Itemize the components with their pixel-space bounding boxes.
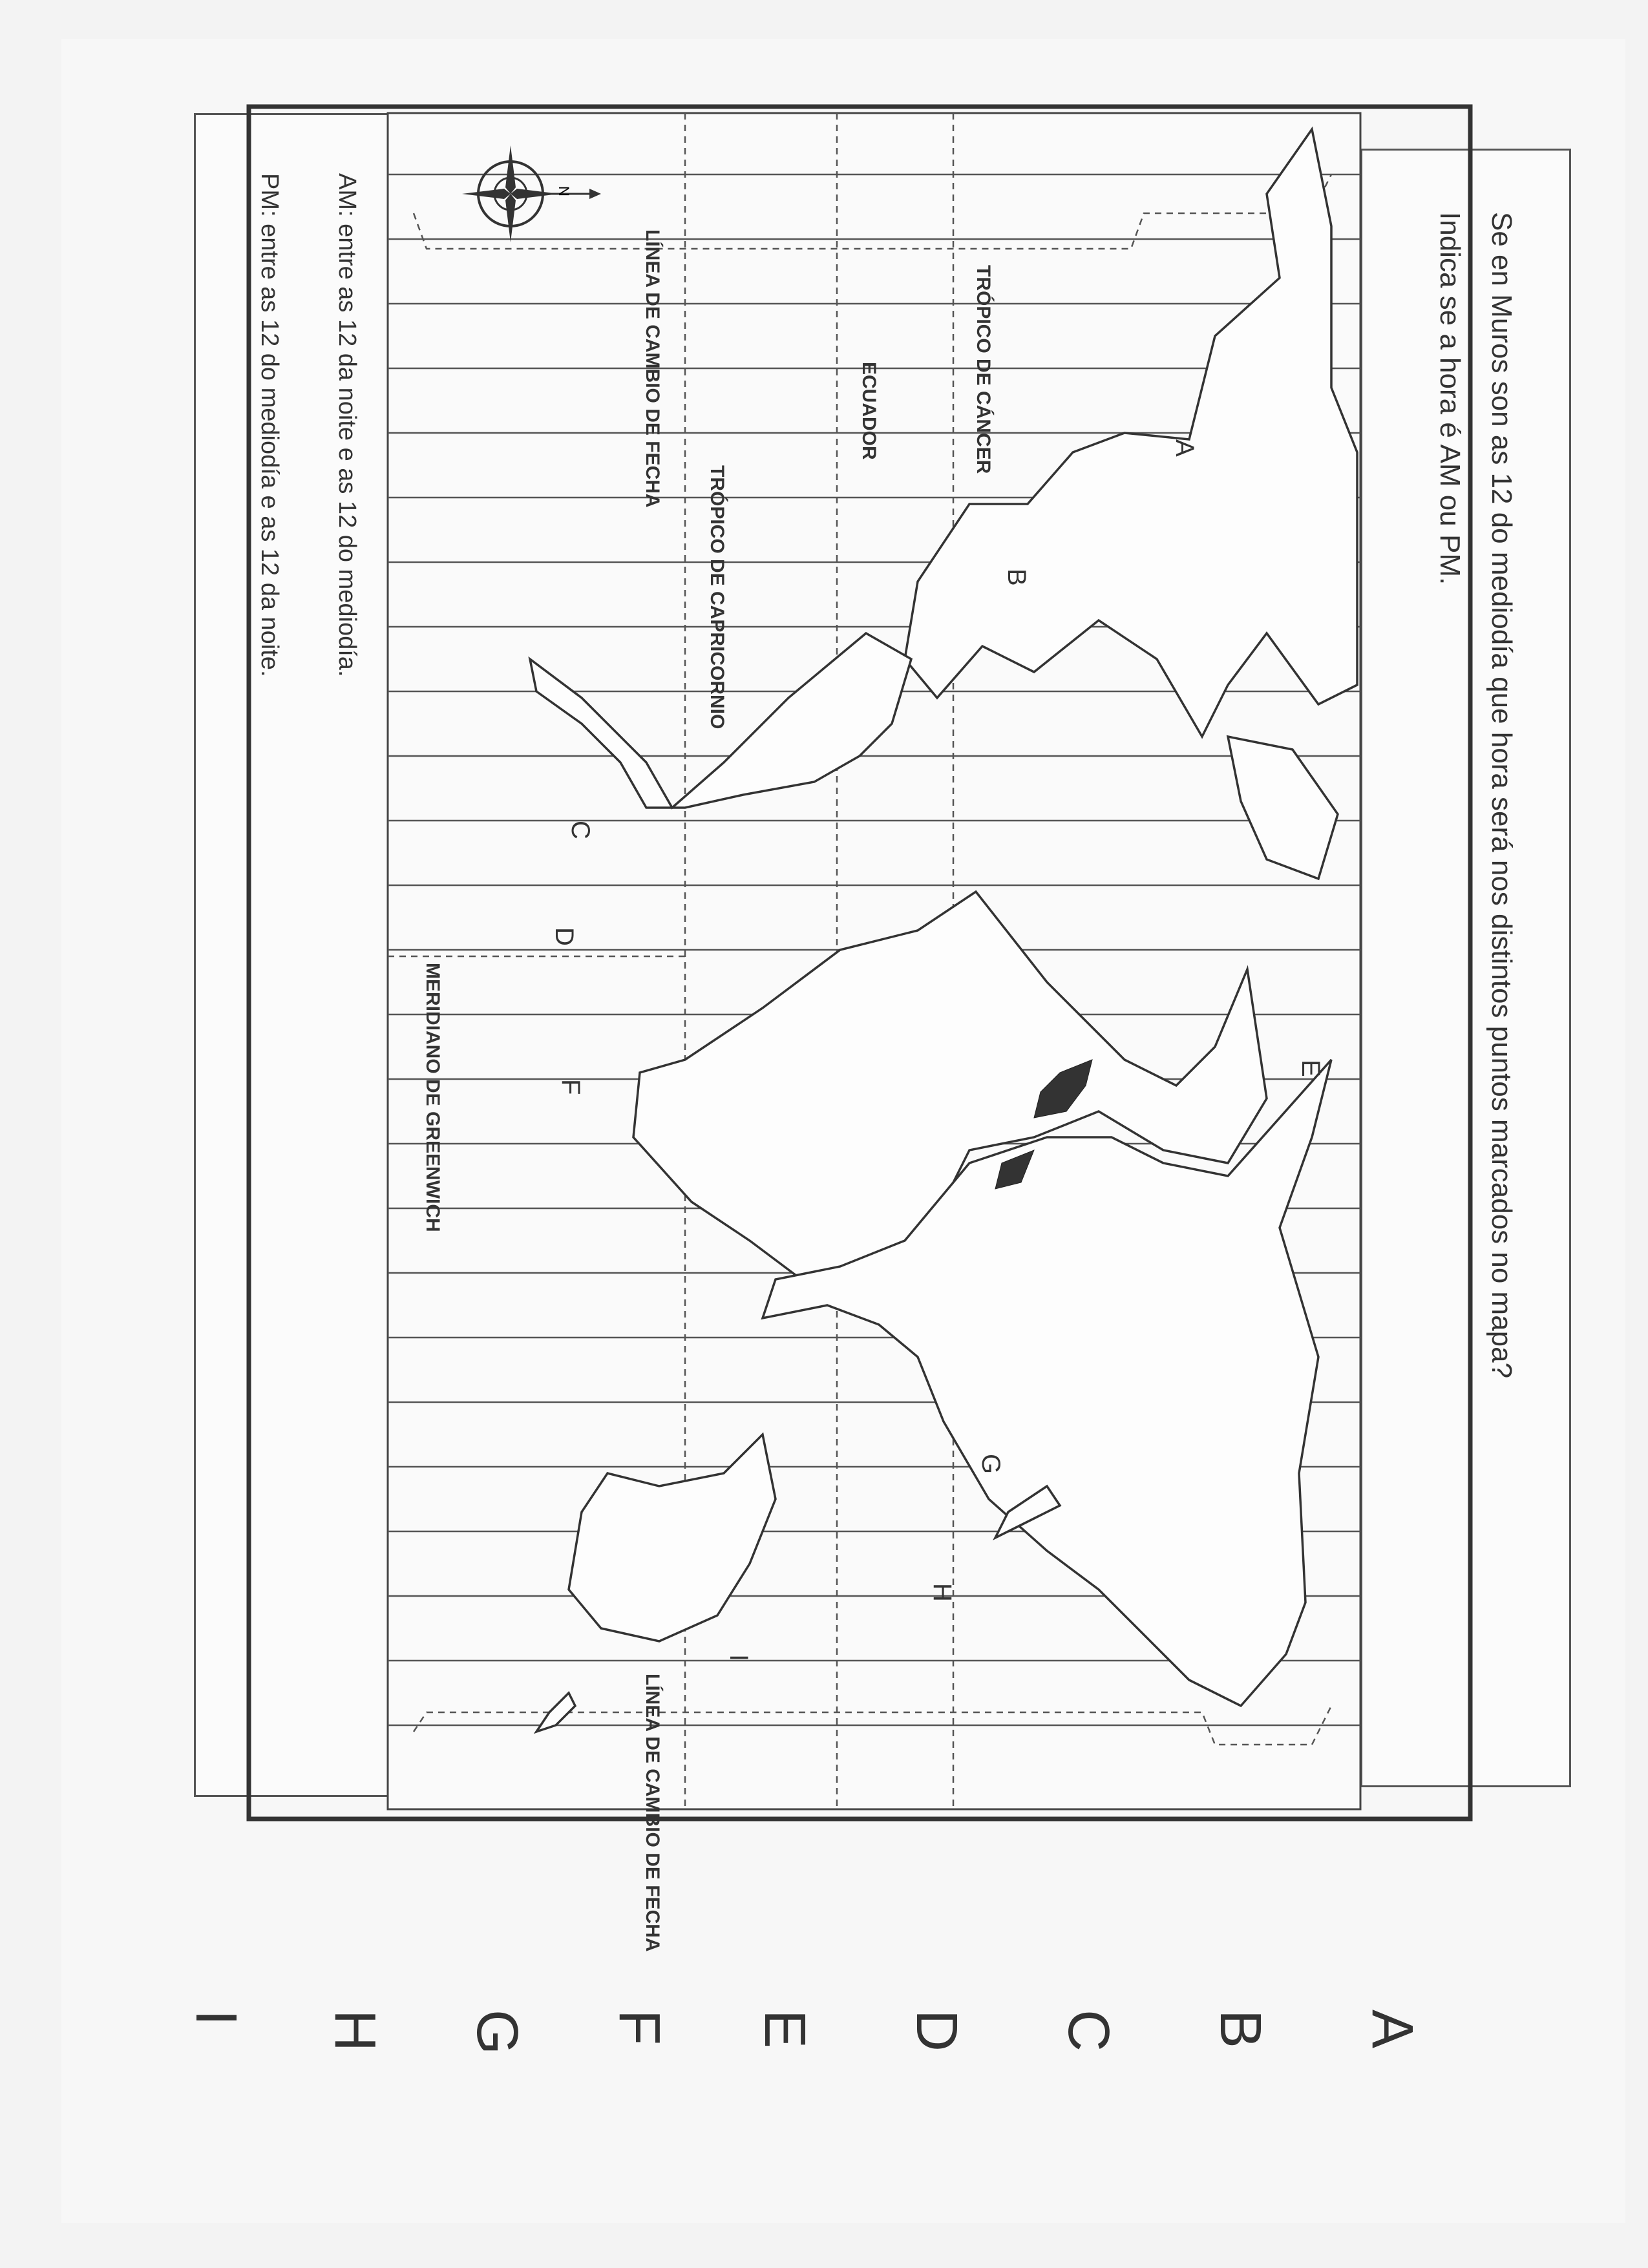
pm-definition: PM: entre as 12 do mediodía e as 12 da noite. <box>256 173 283 677</box>
answer-row-e: E <box>752 2010 817 2049</box>
am-definition: AM: entre as 12 da noite e as 12 do mediodía. <box>333 173 361 677</box>
equator-label: ECUADOR <box>858 362 880 460</box>
map-point-a: A <box>1170 439 1199 457</box>
answer-row-i: I <box>184 2010 248 2026</box>
tropic-cancer-label: TRÓPICO DE CÁNCER <box>973 265 994 474</box>
map-point-e: E <box>1296 1060 1325 1077</box>
map-point-i: I <box>724 1654 753 1662</box>
map-point-c: C <box>566 821 595 839</box>
map-point-b: B <box>1002 569 1031 586</box>
map-point-g: G <box>977 1454 1005 1475</box>
answer-row-b: B <box>1208 2010 1273 2049</box>
answer-row-d: D <box>904 2010 969 2052</box>
date-line-label-top: LÍNEA DE CAMBIO DE FECHA <box>642 229 663 508</box>
question-line-1: Se en Muros son as 12 do mediodía que hora será nos distintos puntos marcados no mapa? <box>1486 212 1517 1379</box>
answer-row-c: C <box>1056 2010 1121 2052</box>
map-point-d: D <box>550 927 578 946</box>
greenwich-label: MERIDIANO DE GREENWICH <box>422 963 443 1232</box>
map-point-h: H <box>928 1583 956 1602</box>
compass-north-letter: N <box>556 186 572 196</box>
answer-row-g: G <box>465 2010 529 2055</box>
question-line-2: Indica se a hora é AM ou PM. <box>1434 212 1466 585</box>
answer-row-h: H <box>322 2010 387 2052</box>
answer-row-a: A <box>1360 2010 1424 2049</box>
date-line-label-bottom: LÍNEA DE CAMBIO DE FECHA <box>642 1674 663 1952</box>
answer-row-f: F <box>607 2010 671 2045</box>
map-point-f: F <box>556 1079 585 1095</box>
tropic-capricorn-label: TRÓPICO DE CAPRICORNIO <box>706 465 728 730</box>
